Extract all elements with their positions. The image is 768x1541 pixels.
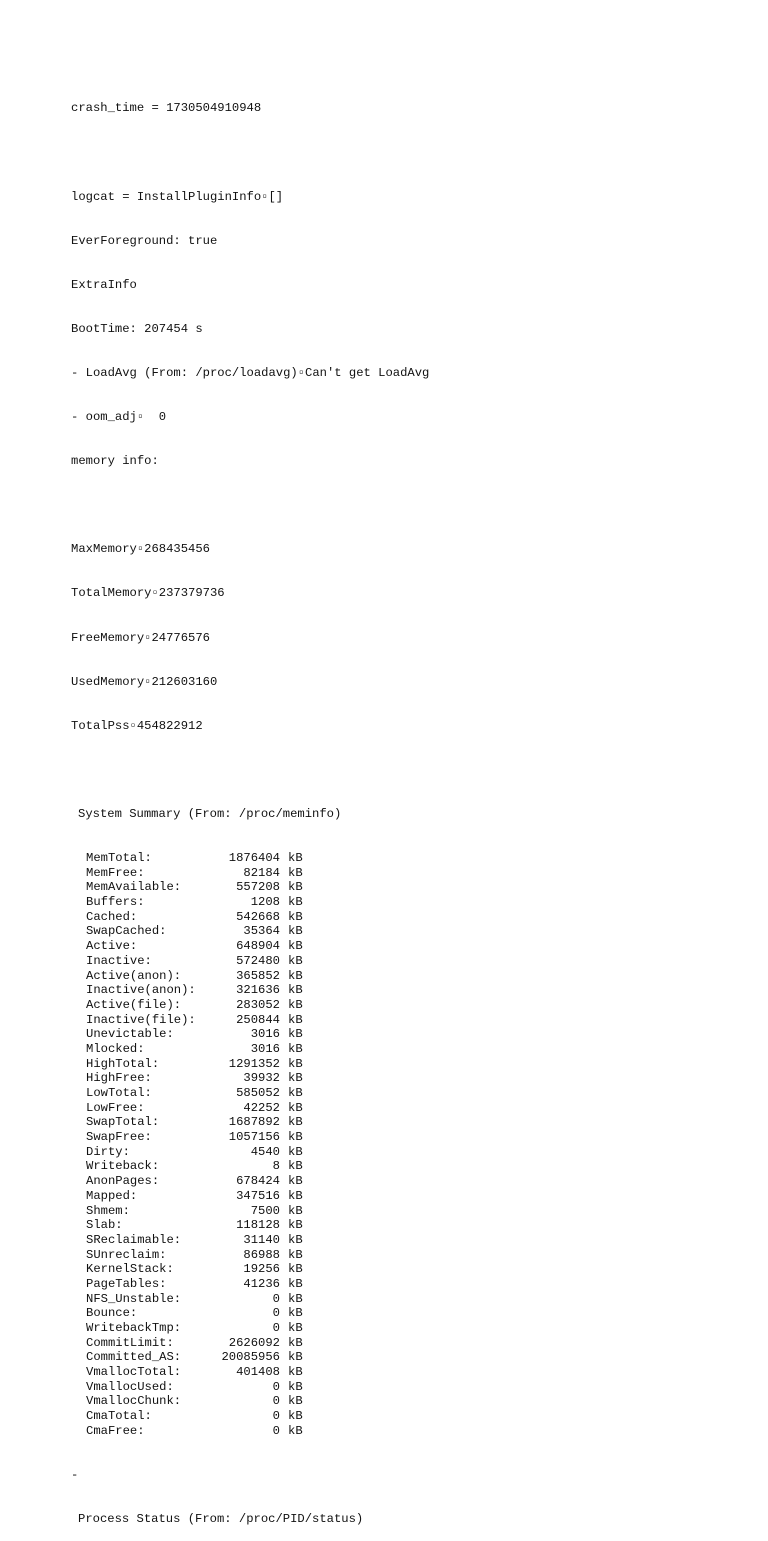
process-status-title: Process Status (From: /proc/PID/status) <box>78 1512 364 1526</box>
meminfo-unit: kB <box>288 1115 303 1130</box>
total-memory-line: TotalMemory▫237379736 <box>71 586 225 601</box>
meminfo-label: Inactive: <box>86 953 152 968</box>
meminfo-value: 1057156 <box>228 1130 280 1145</box>
meminfo-label: CmaTotal: <box>86 1409 152 1424</box>
meminfo-value: 19256 <box>243 1262 280 1277</box>
meminfo-row <box>71 1189 768 1204</box>
meminfo-value: 0 <box>272 1291 280 1306</box>
meminfo-value: 0 <box>272 1394 280 1409</box>
meminfo-value: 542668 <box>236 909 280 924</box>
meminfo-value: 4540 <box>250 1144 280 1159</box>
meminfo-label: Inactive(file): <box>86 1012 196 1027</box>
meminfo-unit: kB <box>288 1100 303 1115</box>
max-memory-line: MaxMemory▫268435456 <box>71 542 210 557</box>
meminfo-table <box>71 851 768 1439</box>
meminfo-row <box>71 1365 768 1380</box>
meminfo-row <box>71 1277 768 1292</box>
meminfo-value: 1876404 <box>228 851 280 865</box>
meminfo-unit: kB <box>288 924 303 939</box>
blank-line <box>71 763 768 778</box>
meminfo-value: 2626092 <box>228 1335 280 1350</box>
meminfo-unit: kB <box>288 983 303 998</box>
separator-line: - <box>71 1467 79 1482</box>
meminfo-row <box>71 1336 768 1351</box>
meminfo-row <box>71 954 768 969</box>
meminfo-label: Slab: <box>86 1218 123 1233</box>
meminfo-unit: kB <box>288 1188 303 1203</box>
meminfo-value: 1687892 <box>228 1115 280 1130</box>
meminfo-row <box>71 1306 768 1321</box>
meminfo-label: MemFree: <box>86 865 145 880</box>
meminfo-label: Bounce: <box>86 1306 138 1321</box>
meminfo-value: 321636 <box>236 983 280 998</box>
meminfo-unit: kB <box>288 1365 303 1380</box>
meminfo-label: Active(file): <box>86 997 182 1012</box>
meminfo-row <box>71 939 768 954</box>
extra-info-line: ExtraInfo <box>71 277 137 292</box>
meminfo-row <box>71 1057 768 1072</box>
meminfo-row <box>71 1174 768 1189</box>
meminfo-row <box>71 866 768 881</box>
meminfo-label: HighFree: <box>86 1071 152 1086</box>
meminfo-row <box>71 851 768 866</box>
meminfo-label: HighTotal: <box>86 1056 160 1071</box>
meminfo-label: CommitLimit: <box>86 1335 174 1350</box>
meminfo-label: SUnreclaim: <box>86 1247 167 1262</box>
meminfo-unit: kB <box>288 1086 303 1100</box>
meminfo-label: Writeback: <box>86 1159 160 1174</box>
meminfo-value: 347516 <box>236 1188 280 1203</box>
meminfo-unit: kB <box>288 1159 303 1174</box>
meminfo-value: 1208 <box>250 895 280 910</box>
meminfo-unit: kB <box>288 1144 303 1159</box>
meminfo-label: VmallocTotal: <box>86 1365 182 1380</box>
meminfo-value: 0 <box>272 1409 280 1424</box>
meminfo-row <box>71 969 768 984</box>
meminfo-unit: kB <box>288 851 303 865</box>
meminfo-row <box>71 1013 768 1028</box>
meminfo-label: SReclaimable: <box>86 1232 182 1247</box>
meminfo-value: 118128 <box>236 1218 280 1233</box>
blank-line <box>71 146 768 161</box>
meminfo-unit: kB <box>288 1041 303 1056</box>
meminfo-value: 3016 <box>250 1041 280 1056</box>
meminfo-label: PageTables: <box>86 1276 167 1291</box>
load-avg-line: - LoadAvg (From: /proc/loadavg)▫Can't get LoadAvg <box>71 365 430 380</box>
meminfo-value: 3016 <box>250 1027 280 1042</box>
meminfo-label: LowFree: <box>86 1100 145 1115</box>
meminfo-value: 41236 <box>243 1276 280 1291</box>
meminfo-unit: kB <box>288 1130 303 1145</box>
meminfo-row <box>71 1409 768 1424</box>
meminfo-label: LowTotal: <box>86 1086 152 1100</box>
meminfo-unit: kB <box>288 1232 303 1247</box>
logcat-line: logcat = InstallPluginInfo▫[] <box>71 189 284 204</box>
meminfo-label: Cached: <box>86 909 138 924</box>
meminfo-unit: kB <box>288 1291 303 1306</box>
meminfo-label: Unevictable: <box>86 1027 174 1042</box>
meminfo-row <box>71 1159 768 1174</box>
meminfo-row <box>71 1380 768 1395</box>
meminfo-unit: kB <box>288 1394 303 1409</box>
meminfo-label: MemTotal: <box>86 851 152 865</box>
meminfo-unit: kB <box>288 1262 303 1277</box>
meminfo-unit: kB <box>288 1276 303 1291</box>
meminfo-value: 86988 <box>243 1247 280 1262</box>
meminfo-label: WritebackTmp: <box>86 1321 182 1335</box>
ever-foreground-line: EverForeground: true <box>71 233 218 248</box>
meminfo-value: 365852 <box>236 968 280 983</box>
meminfo-value: 35364 <box>243 924 280 939</box>
meminfo-label: Shmem: <box>86 1203 130 1218</box>
meminfo-unit: kB <box>288 1218 303 1233</box>
meminfo-value: 0 <box>272 1306 280 1321</box>
meminfo-row <box>71 1218 768 1233</box>
meminfo-unit: kB <box>288 909 303 924</box>
meminfo-value: 283052 <box>236 997 280 1012</box>
total-pss-line: TotalPss▫454822912 <box>71 718 203 733</box>
meminfo-unit: kB <box>288 1247 303 1262</box>
meminfo-unit: kB <box>288 1423 303 1438</box>
meminfo-unit: kB <box>288 1306 303 1321</box>
free-memory-line: FreeMemory▫24776576 <box>71 630 210 645</box>
meminfo-value: 572480 <box>236 953 280 968</box>
meminfo-value: 0 <box>272 1321 280 1335</box>
meminfo-value: 1291352 <box>228 1056 280 1071</box>
meminfo-unit: kB <box>288 895 303 910</box>
meminfo-row <box>71 1424 768 1439</box>
meminfo-unit: kB <box>288 1409 303 1424</box>
meminfo-value: 42252 <box>243 1100 280 1115</box>
meminfo-row <box>71 1130 768 1145</box>
meminfo-row <box>71 983 768 998</box>
meminfo-row <box>71 895 768 910</box>
meminfo-row <box>71 1292 768 1307</box>
meminfo-unit: kB <box>288 953 303 968</box>
oom-adj-line: - oom_adj▫ 0 <box>71 410 167 425</box>
meminfo-row <box>71 1086 768 1101</box>
meminfo-label: Committed_AS: <box>86 1350 182 1365</box>
meminfo-value: 401408 <box>236 1365 280 1380</box>
memory-info-heading: memory info: <box>71 454 159 469</box>
meminfo-value: 250844 <box>236 1012 280 1027</box>
meminfo-label: Buffers: <box>86 895 145 910</box>
meminfo-label: Mlocked: <box>86 1041 145 1056</box>
meminfo-unit: kB <box>288 1174 303 1189</box>
meminfo-unit: kB <box>288 1027 303 1042</box>
crash-log-document <box>71 72 768 1541</box>
meminfo-unit: kB <box>288 1056 303 1071</box>
meminfo-label: CmaFree: <box>86 1423 145 1438</box>
meminfo-label: Mapped: <box>86 1188 138 1203</box>
meminfo-row <box>71 1027 768 1042</box>
meminfo-unit: kB <box>288 997 303 1012</box>
meminfo-value: 7500 <box>250 1203 280 1218</box>
meminfo-label: NFS_Unstable: <box>86 1291 182 1306</box>
meminfo-unit: kB <box>288 939 303 954</box>
meminfo-label: Active: <box>86 939 138 954</box>
meminfo-value: 8 <box>272 1159 280 1174</box>
meminfo-label: AnonPages: <box>86 1174 160 1189</box>
meminfo-unit: kB <box>288 1012 303 1027</box>
meminfo-row <box>71 1204 768 1219</box>
meminfo-unit: kB <box>288 1203 303 1218</box>
blank-line <box>71 498 768 513</box>
meminfo-unit: kB <box>288 1379 303 1394</box>
used-memory-line: UsedMemory▫212603160 <box>71 674 218 689</box>
meminfo-label: Dirty: <box>86 1144 130 1159</box>
meminfo-value: 20085956 <box>221 1350 280 1365</box>
meminfo-row <box>71 998 768 1013</box>
meminfo-row <box>71 1145 768 1160</box>
meminfo-value: 648904 <box>236 939 280 954</box>
meminfo-row <box>71 880 768 895</box>
meminfo-unit: kB <box>288 865 303 880</box>
meminfo-value: 31140 <box>243 1232 280 1247</box>
meminfo-label: MemAvailable: <box>86 880 182 895</box>
system-summary-title: System Summary (From: /proc/meminfo) <box>78 806 342 821</box>
meminfo-row <box>71 1071 768 1086</box>
meminfo-unit: kB <box>288 880 303 895</box>
crash-time-line: crash_time = 1730504910948 <box>71 101 262 116</box>
meminfo-row <box>71 1101 768 1116</box>
meminfo-row <box>71 924 768 939</box>
meminfo-label: VmallocChunk: <box>86 1394 182 1409</box>
meminfo-value: 585052 <box>236 1086 280 1100</box>
meminfo-row <box>71 1262 768 1277</box>
meminfo-value: 39932 <box>243 1071 280 1086</box>
meminfo-label: Active(anon): <box>86 968 182 983</box>
meminfo-value: 82184 <box>243 865 280 880</box>
meminfo-label: KernelStack: <box>86 1262 174 1277</box>
meminfo-label: SwapTotal: <box>86 1115 160 1130</box>
meminfo-value: 557208 <box>236 880 280 895</box>
meminfo-label: VmallocUsed: <box>86 1379 174 1394</box>
meminfo-unit: kB <box>288 968 303 983</box>
meminfo-label: SwapFree: <box>86 1130 152 1145</box>
boot-time-line: BootTime: 207454 s <box>71 321 203 336</box>
meminfo-row <box>71 910 768 925</box>
meminfo-value: 0 <box>272 1423 280 1438</box>
meminfo-row <box>71 1248 768 1263</box>
meminfo-row <box>71 1042 768 1057</box>
meminfo-value: 678424 <box>236 1174 280 1189</box>
meminfo-unit: kB <box>288 1335 303 1350</box>
meminfo-unit: kB <box>288 1071 303 1086</box>
meminfo-row <box>71 1233 768 1248</box>
meminfo-unit: kB <box>288 1321 303 1335</box>
meminfo-row <box>71 1350 768 1365</box>
meminfo-value: 0 <box>272 1379 280 1394</box>
meminfo-row <box>71 1394 768 1409</box>
meminfo-row <box>71 1115 768 1130</box>
meminfo-row <box>71 1321 768 1336</box>
meminfo-label: SwapCached: <box>86 924 167 939</box>
meminfo-unit: kB <box>288 1350 303 1365</box>
meminfo-label: Inactive(anon): <box>86 983 196 998</box>
